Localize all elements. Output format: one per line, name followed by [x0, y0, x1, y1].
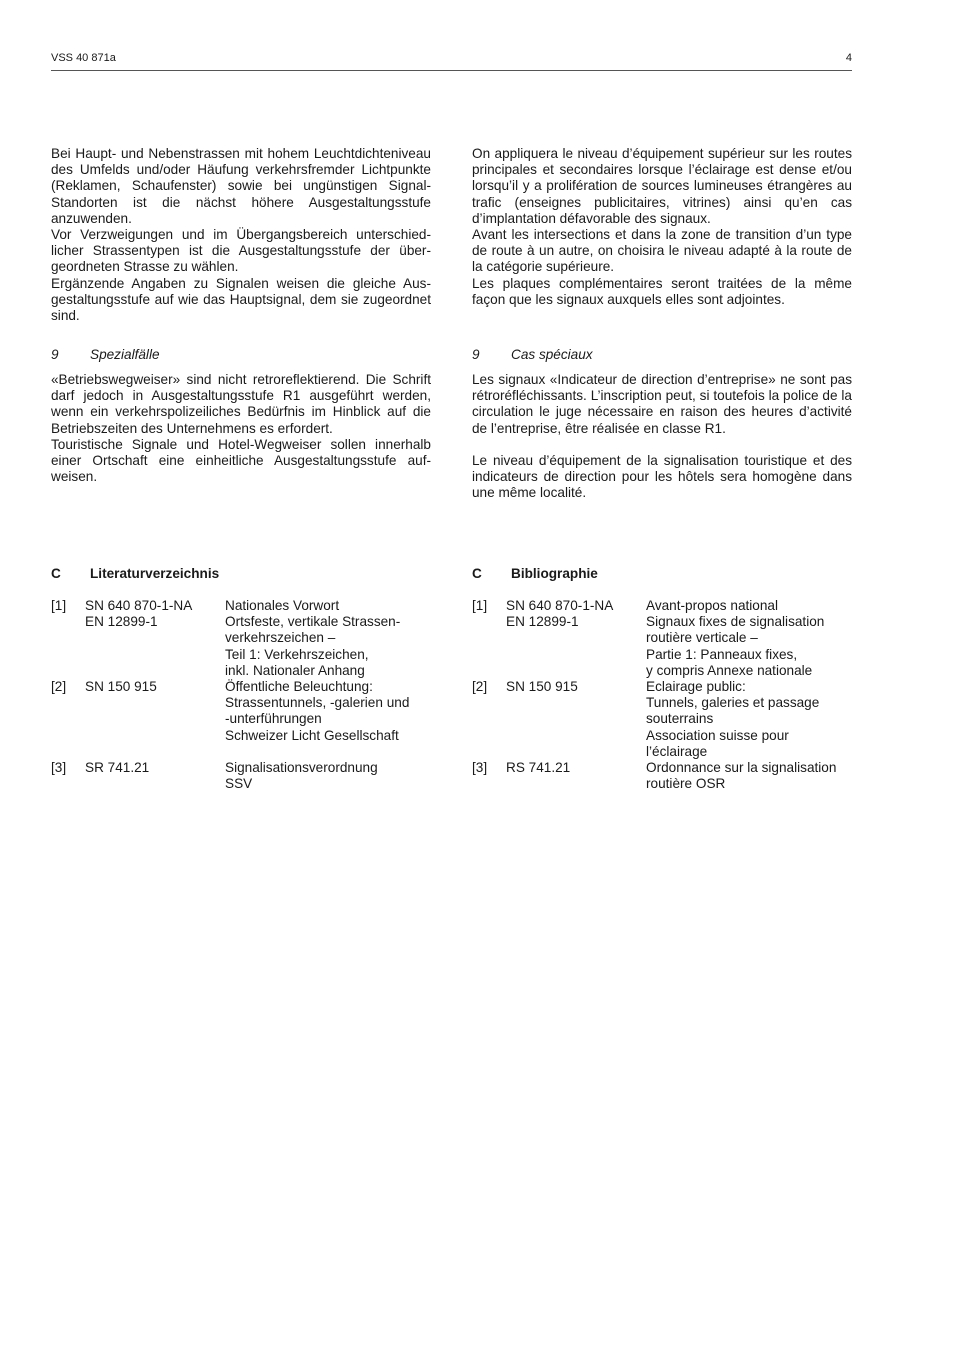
section-letter: C: [51, 566, 61, 581]
section-title: Spezialfälle: [90, 347, 160, 362]
section-number: 9: [472, 347, 480, 362]
fr-intro-paragraph: On appliquera le niveau d’équipement supérieur sur les routes principales et secondaires lorsque l’éclairage est dense et/ou lorsqu’il y a prolifération de sources lumineuses étrangères au trafic (enseignes publicitaires, vitrines) ainsi qu’en cas d’implantation défavorable des signaux.: [472, 146, 852, 226]
reference-index: [3]: [472, 760, 488, 775]
reference-index: [2]: [51, 679, 67, 694]
reference-line: Nationales Vorwort: [225, 598, 340, 613]
reference-index: [3]: [51, 760, 67, 775]
section-title: Bibliographie: [511, 566, 598, 581]
reference-description: [225, 760, 378, 792]
reference-line: y compris Annexe nationale: [646, 662, 813, 678]
de-section-9-paragraph: «Betriebswegweiser» sind nicht retroreflektierend. Die Schrift darf jedoch in Ausgestaltungsstufe R1 ausgeführt werden, wenn ein verkehrspolizeiliches Bedürfnis im Hinblick auf die Betriebszeiten des Unternehmens es erfordert.: [51, 372, 431, 436]
reference-codes: [506, 598, 613, 630]
reference-codes: [506, 679, 578, 695]
reference-line: Schweizer Licht Gesellschaft: [225, 727, 399, 743]
reference-description: [225, 598, 400, 679]
reference-line: Partie 1: Panneaux fixes,: [646, 646, 798, 662]
reference-description: [646, 760, 836, 792]
reference-code: SN 640 870-1-NA: [506, 598, 614, 613]
section-number: 9: [51, 347, 59, 362]
reference-line: Öffentliche Beleuchtung:: [225, 679, 373, 694]
reference-line: Signalisationsverordnung: [225, 760, 378, 775]
reference-line: Ortsfeste, vertikale Strassen-: [225, 614, 401, 630]
fr-section-9-body: [472, 372, 852, 501]
reference-line: routière OSR: [646, 776, 726, 792]
reference-line: souterrains: [646, 711, 714, 727]
de-intro-paragraph: Ergänzende Angaben zu Signalen weisen die gleiche Ausgestaltungsstufe auf wie das Hauptsignal, dem sie zugeordnet sind.: [51, 275, 431, 324]
de-intro-paragraph: Vor Verzweigungen und im Übergangsbereich unterschiedlicher Strassentypen ist die Ausgestaltungsstufe der übergeordneten Strasse zu wählen.: [51, 227, 431, 275]
reference-line: Avant-propos national: [646, 598, 779, 613]
fr-section-9-paragraph: Les signaux «Indicateur de direction d’entreprise» ne sont pas rétroréfléchissants. L’inscription peut, si toutefois la police de la circulation le juge nécessaire en raison des heures d’activité de l’entreprise, être réalisée en classe R1.: [472, 372, 852, 436]
reference-description: [225, 679, 409, 744]
reference-line: Tunnels, galeries et passage: [646, 695, 820, 711]
section-letter: C: [472, 566, 482, 581]
section-title: Literaturverzeichnis: [90, 566, 220, 581]
page-number: 4: [845, 52, 852, 64]
fr-intro: [472, 146, 852, 308]
de-section-9-body: [51, 372, 431, 485]
reference-index: [2]: [472, 679, 488, 694]
fr-intro-paragraph: Avant les intersections et dans la zone de transition d’un type de route à un autre, on choisira le niveau adapté à la route de la catégorie supérieure.: [472, 227, 852, 275]
de-intro-paragraph: Bei Haupt- und Nebenstrassen mit hohem Leuchtdichteniveau des Umfelds und/oder Häufung verkehrsfremder Lichtpunkte (Reklamen, Schaufenster) sowie bei ungünstigen Signal-Standorten ist die nächst höhere Ausgestaltungsstufe anzuwenden.: [51, 146, 431, 226]
reference-code: EN 12899-1: [506, 614, 579, 630]
reference-line: Teil 1: Verkehrszeichen,: [225, 646, 369, 662]
document-id: VSS 40 871a: [51, 52, 116, 64]
reference-line: routière verticale –: [646, 630, 758, 646]
reference-line: Association suisse pour: [646, 727, 789, 743]
reference-code: EN 12899-1: [85, 614, 158, 630]
fr-intro-paragraph: Les plaques complémentaires seront traitées de la même façon que les signaux auxquels elles sont adjointes.: [472, 275, 852, 307]
reference-line: -unterführungen: [225, 711, 322, 727]
reference-code: RS 741.21: [506, 760, 571, 775]
reference-codes: [85, 679, 157, 695]
reference-description: [646, 679, 819, 760]
reference-codes: [85, 598, 192, 630]
reference-line: SSV: [225, 776, 253, 792]
reference-code: SN 150 915: [85, 679, 157, 694]
reference-description: [646, 598, 824, 679]
reference-line: Signaux fixes de signalisation: [646, 614, 825, 630]
reference-codes: [506, 760, 570, 776]
reference-line: verkehrszeichen –: [225, 630, 336, 646]
reference-code: SN 150 915: [506, 679, 578, 694]
fr-section-9-paragraph: Le niveau d’équipement de la signalisation touristique et des indicateurs de direction pour les hôtels sera homogène dans une même localité.: [472, 452, 852, 501]
reference-code: SN 640 870-1-NA: [85, 598, 193, 613]
reference-codes: [85, 760, 149, 776]
reference-code: SR 741.21: [85, 760, 150, 775]
reference-line: inkl. Nationaler Anhang: [225, 662, 365, 678]
reference-line: Eclairage public:: [646, 679, 746, 694]
reference-line: Strassentunnels, -galerien und: [225, 695, 410, 711]
de-section-9-paragraph: Touristische Signale und Hotel-Wegweiser sollen innerhalb einer Ortschaft eine einheitliche Ausgestaltungsstufe aufweisen.: [51, 436, 431, 485]
reference-index: [1]: [472, 598, 488, 613]
reference-line: Ordonnance sur la signalisation: [646, 760, 837, 775]
section-title: Cas spéciaux: [511, 347, 593, 362]
reference-line: l’éclairage: [646, 743, 708, 759]
reference-index: [1]: [51, 598, 67, 613]
de-intro: [51, 146, 431, 324]
page-header: [51, 52, 852, 71]
